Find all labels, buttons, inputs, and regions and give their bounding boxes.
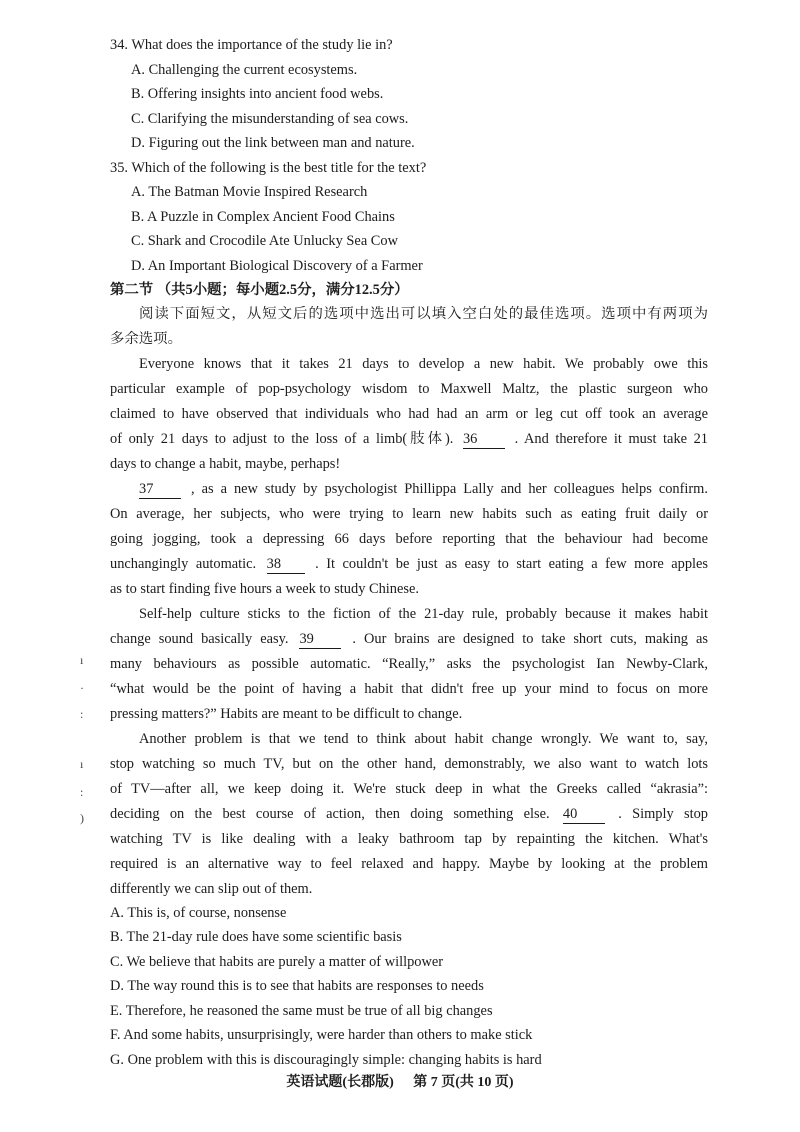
choice-d: D. The way round this is to see that habits are responses to needs — [110, 978, 484, 994]
blank-39[interactable]: 39 — [299, 630, 341, 649]
question-34-stem: 34. What does the importance of the study lie in? — [110, 37, 393, 53]
passage-text: stop watching so much TV, but on the other hand, demonstrably, we also want to watch lots — [110, 756, 708, 772]
passage-text: required is an alternative way to feel relaxed and happy. Maybe by looking at the problem — [110, 856, 708, 872]
blank-38[interactable]: 38 — [267, 555, 305, 574]
passage-text: On average, her subjects, who were trying to learn new habits such as eating fruit daily or — [110, 506, 708, 522]
section-2-instruction-line-2: 多余选项。 — [110, 331, 182, 347]
passage-text — [110, 477, 708, 502]
question-34-option-b: B. Offering insights into ancient food webs. — [131, 86, 384, 102]
choice-c: C. We believe that habits are purely a matter of willpower — [110, 954, 444, 970]
passage-text: Another problem is that we tend to think about habit change wrongly. We want to, say, — [139, 731, 708, 747]
passage-text-segment: . And therefore it must take 21 — [514, 431, 709, 447]
choice-a: A. This is, of course, nonsense — [110, 905, 287, 921]
passage-text: going jogging, took a depressing 66 days before reporting that the behaviour had become — [110, 531, 708, 547]
scan-mark: · — [80, 681, 84, 695]
question-35-stem: 35. Which of the following is the best title for the text? — [110, 160, 427, 176]
blank-40[interactable]: 40 — [563, 805, 605, 824]
footer-page-number: 第 7 页(共 10 页) — [413, 1075, 514, 1090]
passage-text: pressing matters?” Habits are meant to be difficult to change. — [110, 706, 463, 722]
passage-text-segment: change sound basically easy. — [110, 631, 289, 647]
page-footer — [0, 1071, 800, 1096]
passage-text — [110, 627, 708, 652]
question-34-option-a: A. Challenging the current ecosystems. — [131, 62, 358, 78]
passage-text: as to start finding five hours a week to study Chinese. — [110, 581, 419, 597]
passage-text: Everyone knows that it takes 21 days to develop a new habit. We probably owe this — [139, 356, 708, 372]
passage-text: “what would be the point of having a habit that didn't free up your mind to focus on more — [110, 681, 708, 697]
scan-mark: : — [80, 785, 84, 799]
passage-text-segment: . Our brains are designed to take short cuts, making as — [352, 631, 708, 647]
choice-e: E. Therefore, he reasoned the same must be true of all big changes — [110, 1003, 493, 1019]
passage-text: differently we can slip out of them. — [110, 881, 313, 897]
passage-text: claimed to have observed that individuals who had had an arm or leg cut off took an average — [110, 406, 708, 422]
scan-mark: ı — [80, 653, 84, 667]
passage-text-segment: unchangingly automatic. — [110, 556, 257, 572]
passage-text: Self-help culture sticks to the fiction of the 21-day rule, probably because it makes habit — [139, 606, 708, 622]
choice-f: F. And some habits, unsurprisingly, were harder than others to make stick — [110, 1027, 533, 1043]
question-35-option-c: C. Shark and Crocodile Ate Unlucky Sea Cow — [131, 233, 398, 249]
passage-text: watching TV is like dealing with a leaky bathroom tap by repainting the kitchen. What's — [110, 831, 708, 847]
passage-text: of TV—after all, we keep doing it. We're stuck deep in what the Greeks called “akrasia”: — [110, 781, 708, 797]
blank-37[interactable]: 37 — [139, 480, 181, 499]
scan-mark: : — [80, 707, 84, 721]
section-2-instruction-line-1: 阅读下面短文，从短文后的选项中选出可以填入空白处的最佳选项。选项中有两项为 — [139, 306, 708, 322]
section-2-heading: 第二节 （共5小题；每小题2.5分，满分12.5分） — [110, 282, 409, 298]
question-34-option-d: D. Figuring out the link between man and nature. — [131, 135, 415, 151]
passage-text-segment: . It couldn't be just as easy to start eating a few more apples — [315, 556, 708, 572]
passage-text: particular example of pop-psychology wisdom to Maxwell Maltz, the plastic surgeon who — [110, 381, 708, 397]
passage-text-segment: . Simply stop — [618, 806, 708, 822]
passage-text: days to change a habit, maybe, perhaps! — [110, 456, 341, 472]
passage-text-segment: deciding on the best course of action, then doing something else. — [110, 806, 550, 822]
scan-mark: ı — [80, 757, 84, 771]
passage-text — [110, 802, 708, 827]
passage-text-segment: of only 21 days to adjust to the loss of a limb(肢体). — [110, 431, 454, 447]
question-35-option-b: B. A Puzzle in Complex Ancient Food Chains — [131, 209, 395, 225]
question-34-option-c: C. Clarifying the misunderstanding of sea cows. — [131, 111, 409, 127]
scan-mark: ) — [80, 811, 84, 825]
passage-text — [110, 427, 708, 452]
choice-b: B. The 21-day rule does have some scientific basis — [110, 929, 402, 945]
question-35-option-d: D. An Important Biological Discovery of a Farmer — [131, 258, 423, 274]
passage-text — [110, 552, 708, 577]
passage-text: many behaviours as possible automatic. “Really,” asks the psychologist Ian Newby-Clark, — [110, 656, 708, 672]
passage-text-segment: , as a new study by psychologist Phillippa Lally and her colleagues helps confirm. — [191, 481, 708, 497]
choice-g: G. One problem with this is discouragingly simple: changing habits is hard — [110, 1052, 542, 1068]
blank-36[interactable]: 36 — [463, 430, 505, 449]
question-35-option-a: A. The Batman Movie Inspired Research — [131, 184, 368, 200]
footer-subject: 英语试题(长郡版) — [286, 1075, 394, 1090]
